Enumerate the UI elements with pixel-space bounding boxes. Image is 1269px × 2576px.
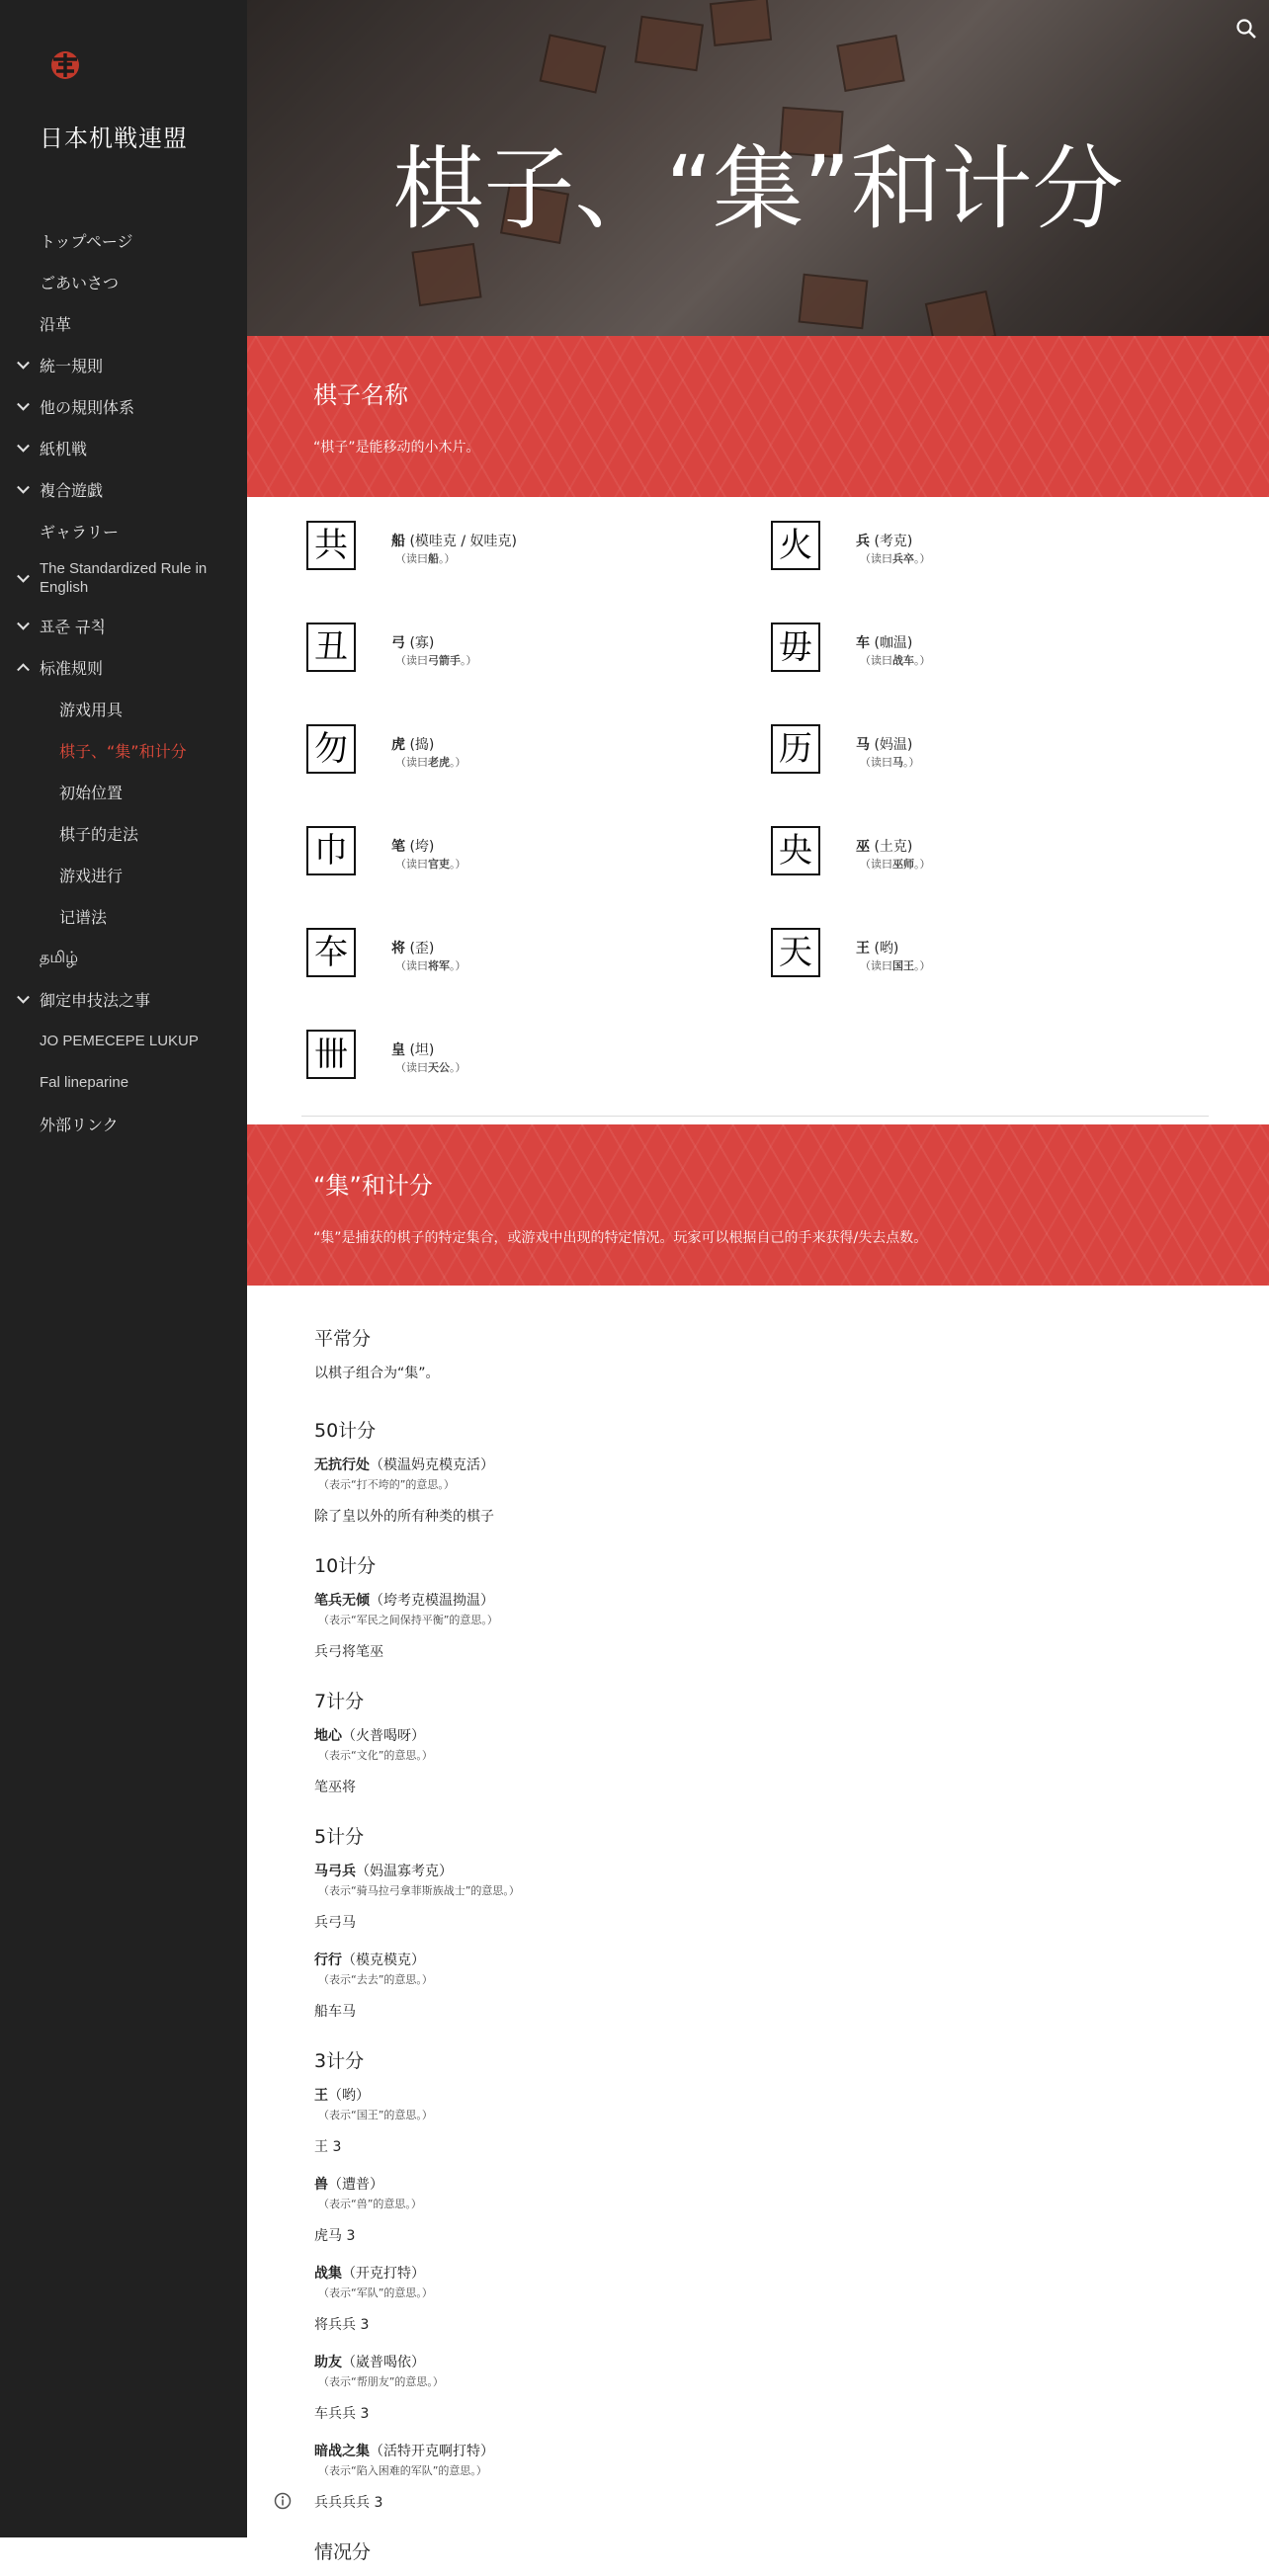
reading-suffix: 。） [903, 756, 920, 769]
chevron-down-icon[interactable] [17, 618, 30, 630]
set-name [314, 2263, 1204, 2283]
set-name [314, 1950, 1204, 1969]
set-name [314, 2441, 1204, 2460]
reading-word: 老虎 [428, 756, 450, 769]
piece-reading [395, 957, 466, 973]
piece-glyph: 历 [771, 724, 820, 774]
piece-glyph: 天 [771, 928, 820, 977]
sidebar-item-label: 棋子的走法 [59, 824, 139, 844]
piece-pronunciation: (捣) [405, 737, 435, 753]
reading-suffix: 。） [914, 552, 931, 565]
scoring-content [314, 1324, 1204, 2576]
sidebar-item[interactable] [0, 385, 247, 427]
set-meaning: （表示“打不垮的”的意思。） [318, 1478, 455, 1491]
sidebar-item[interactable] [0, 468, 247, 510]
piece-pronunciation: (考克) [870, 534, 913, 549]
reading-prefix: （读曰 [395, 959, 428, 972]
set-pronunciation: （垮考克模温拗温） [370, 1593, 494, 1609]
chevron-down-icon[interactable] [17, 570, 30, 583]
piece-glyph: 火 [771, 521, 820, 570]
normal-score-title: 平常分 [314, 1328, 372, 1350]
set-example: 兵弓马 [314, 1915, 356, 1931]
set-example: 笔巫将 [314, 1780, 356, 1795]
scoring-section-desc: “集”是捕获的棋子的特定集合，或游戏中出现的特定情况。玩家可以根据自己的手来获得/失去点数。 [313, 1230, 928, 1246]
piece-pronunciation: (土克) [870, 839, 913, 855]
section-divider [301, 1116, 1209, 1117]
chevron-down-icon[interactable] [17, 398, 30, 411]
piece-name [856, 531, 912, 550]
set-name-text: 战集 [314, 2266, 342, 2282]
score-group-title: 50计分 [314, 1420, 377, 1442]
reading-suffix: 。） [914, 858, 931, 871]
sidebar-nav [0, 219, 247, 1144]
piece-pronunciation: (模哇克 / 奴哇克) [405, 534, 517, 549]
sidebar-item[interactable] [0, 1103, 247, 1144]
piece-name [391, 734, 434, 754]
piece-reading [395, 856, 466, 872]
set-meaning: （表示“文化”的意思。） [318, 1749, 433, 1762]
set-example: 王 3 [314, 2139, 342, 2155]
piece-name [391, 938, 434, 957]
reading-prefix: （读曰 [395, 1061, 428, 1074]
sidebar-item-label: Fal lineparine [40, 1073, 129, 1091]
set-example: 兵弓将笔巫 [314, 1644, 383, 1660]
piece-name-char: 王 [856, 941, 870, 956]
piece-pronunciation: (咖温) [870, 635, 913, 651]
set-meaning: （表示“兽”的意思。） [318, 2198, 422, 2210]
reading-word: 天公 [428, 1061, 450, 1074]
piece-name-char: 船 [391, 534, 405, 549]
set-meaning: （表示“去去”的意思。） [318, 1973, 433, 1986]
page-header [247, 0, 1269, 336]
set-name-text: 兽 [314, 2177, 328, 2193]
page-title: 棋子、“集”和计分 [392, 136, 1124, 242]
sidebar-item-label: トップページ [40, 231, 133, 251]
piece-name [856, 734, 912, 754]
sidebar-item-label: The Standardized Rule in English [40, 560, 208, 596]
set-name [314, 2174, 1204, 2194]
sidebar-item[interactable] [0, 551, 247, 605]
set-pronunciation: （妈温寡考克） [356, 1864, 453, 1879]
reading-prefix: （读曰 [395, 552, 428, 565]
set-name-text: 王 [314, 2088, 328, 2104]
sidebar-item[interactable] [0, 895, 247, 937]
score-group-title: 10计分 [314, 1555, 377, 1577]
reading-suffix: 。） [461, 654, 477, 667]
sidebar-item-label: 統一規則 [40, 356, 104, 375]
piece-pronunciation: (歪) [405, 941, 435, 956]
score-group [314, 2046, 1204, 2512]
sidebar-item[interactable] [0, 1061, 247, 1103]
reading-suffix: 。） [450, 858, 466, 871]
sidebar-item[interactable] [0, 605, 247, 646]
reading-prefix: （读曰 [860, 756, 892, 769]
chevron-down-icon[interactable] [17, 357, 30, 370]
pieces-banner [247, 336, 1269, 497]
sidebar-item-label: 표준 규칙 [40, 617, 106, 636]
sidebar-item-label: ギャラリー [40, 522, 120, 541]
set-example: 除了皇以外的所有种类的棋子 [314, 1509, 494, 1525]
set-name [314, 1725, 1204, 1745]
reading-word: 马 [892, 756, 903, 769]
sidebar-item-label: 记谱法 [59, 907, 108, 927]
piece-pronunciation: (寡) [405, 635, 435, 651]
piece-name-char: 皇 [391, 1042, 405, 1058]
set-meaning: （表示“军队”的意思。） [318, 2286, 433, 2299]
sidebar-item[interactable] [0, 854, 247, 895]
set-name [314, 2085, 1204, 2105]
piece-name [856, 632, 912, 652]
sidebar-item[interactable] [0, 978, 247, 1020]
reading-prefix: （读曰 [860, 959, 892, 972]
reading-word: 官吏 [428, 858, 450, 871]
set-example: 虎马 3 [314, 2228, 356, 2244]
piece-pronunciation: (垮) [405, 839, 435, 855]
sidebar-item-label: தமிழ் [40, 947, 79, 966]
piece-glyph: 毋 [771, 623, 820, 672]
reading-word: 兵卒 [892, 552, 914, 565]
search-icon[interactable] [1235, 18, 1257, 40]
scoring-section-title: “集”和计分 [313, 1172, 433, 1200]
piece-name [391, 531, 517, 550]
piece-glyph: 巾 [306, 826, 356, 875]
score-group-title: 7计分 [314, 1691, 365, 1712]
piece-reading [395, 754, 466, 770]
sidebar-item[interactable] [0, 771, 247, 812]
set-meaning: （表示“骑马拉弓拿菲斯族战士”的意思。） [318, 1884, 520, 1897]
piece-reading [860, 957, 931, 973]
sidebar-item-label: 複合遊戯 [40, 480, 104, 500]
piece-pronunciation: (哟) [870, 941, 899, 956]
set-pronunciation: （模克模克） [342, 1953, 425, 1968]
set-name [314, 1861, 1204, 1880]
score-groups [314, 1416, 1204, 2512]
piece-glyph: 共 [306, 521, 356, 570]
piece-name-char: 虎 [391, 737, 405, 753]
piece-name [391, 1039, 434, 1059]
set-name-text: 助友 [314, 2355, 342, 2370]
sidebar-item[interactable] [0, 729, 247, 771]
reading-word: 战车 [892, 654, 914, 667]
sidebar-item[interactable] [0, 1020, 247, 1061]
piece-pronunciation: (妈温) [870, 737, 913, 753]
set-meaning: （表示“军民之间保持平衡”的意思。） [318, 1614, 498, 1626]
set-name [314, 1454, 1204, 1474]
pieces-section-title: 棋子名称 [313, 381, 408, 409]
chevron-down-icon[interactable] [17, 481, 30, 494]
piece-reading [395, 1059, 466, 1075]
piece-name-char: 将 [391, 941, 405, 956]
piece-glyph: 央 [771, 826, 820, 875]
piece-name [391, 632, 434, 652]
seal-logo-icon[interactable] [45, 47, 85, 83]
reading-suffix: 。） [914, 959, 931, 972]
sidebar-item-label: 御定申技法之事 [40, 990, 151, 1010]
chevron-down-icon[interactable] [17, 991, 30, 1004]
sidebar-item[interactable] [0, 510, 247, 551]
set-name-text: 马弓兵 [314, 1864, 356, 1879]
set-example: 船车马 [314, 2004, 356, 2020]
reading-word: 船 [428, 552, 439, 565]
reading-word: 将军 [428, 959, 450, 972]
reading-word: 巫师 [892, 858, 914, 871]
piece-reading [860, 550, 931, 566]
reading-suffix: 。） [914, 654, 931, 667]
sidebar-item[interactable] [0, 646, 247, 688]
sidebar-item[interactable] [0, 261, 247, 302]
piece-reading [860, 856, 931, 872]
reading-suffix: 。） [450, 756, 466, 769]
piece-name-char: 笔 [391, 839, 405, 855]
reading-suffix: 。） [439, 552, 456, 565]
set-pronunciation: （模温妈克模克活） [370, 1457, 494, 1473]
sidebar-item[interactable] [0, 344, 247, 385]
piece-reading [860, 754, 920, 770]
piece-glyph: 勿 [306, 724, 356, 774]
piece-glyph: 夲 [306, 928, 356, 977]
piece-glyph: 卌 [306, 1030, 356, 1079]
sidebar-item-label: 沿革 [40, 314, 72, 334]
sidebar-item-label: 棋子、“集”和计分 [59, 741, 187, 761]
piece-name-char: 车 [856, 635, 870, 651]
sidebar-item-label: 初始位置 [59, 783, 124, 802]
reading-prefix: （读曰 [395, 654, 428, 667]
site-title[interactable]: 日本机戦連盟 [40, 125, 188, 152]
set-pronunciation: （火普喝呀） [342, 1728, 425, 1744]
reading-prefix: （读曰 [395, 858, 428, 871]
piece-name-char: 弓 [391, 635, 405, 651]
set-pronunciation: （开克打特） [342, 2266, 425, 2282]
reading-prefix: （读曰 [860, 552, 892, 565]
sidebar-item[interactable] [0, 219, 247, 261]
sidebar-item-label: 标准规则 [40, 658, 104, 678]
score-group [314, 1687, 1204, 1796]
reading-suffix: 。） [450, 959, 466, 972]
score-group-title: 3计分 [314, 2050, 365, 2072]
normal-score-note: 以棋子组合为“集”。 [314, 1366, 440, 1381]
sidebar-item-label: 外部リンク [40, 1115, 119, 1134]
reading-prefix: （读曰 [860, 654, 892, 667]
set-example: 车兵兵 3 [314, 2406, 370, 2422]
scoring-banner [247, 1124, 1269, 1286]
reading-prefix: （读曰 [860, 858, 892, 871]
set-name-text: 暗战之集 [314, 2444, 370, 2459]
sidebar-item[interactable] [0, 937, 247, 978]
piece-glyph: 丑 [306, 623, 356, 672]
reading-word: 弓箭手 [428, 654, 461, 667]
set-name-text: 无抗行处 [314, 1457, 370, 1473]
sidebar-item[interactable] [0, 427, 247, 468]
set-pronunciation: （活特开克啊打特） [370, 2444, 494, 2459]
piece-name-char: 巫 [856, 839, 870, 855]
set-name [314, 2352, 1204, 2371]
sidebar [0, 0, 247, 2537]
score-group-title: 5计分 [314, 1826, 365, 1848]
reading-suffix: 。） [450, 1061, 466, 1074]
piece-name [391, 836, 434, 856]
sidebar-item-label: 游戏进行 [59, 866, 124, 885]
set-meaning: （表示“陷入困难的军队”的意思。） [318, 2464, 487, 2477]
reading-prefix: （读曰 [395, 756, 428, 769]
score-group [314, 1822, 1204, 2021]
piece-reading [395, 550, 456, 566]
chevron-up-icon[interactable] [17, 663, 30, 676]
situation-score-title: 情况分 [314, 2541, 372, 2563]
piece-name [856, 836, 912, 856]
piece-name-char: 马 [856, 737, 870, 753]
set-meaning: （表示“帮朋友”的意思。） [318, 2375, 444, 2388]
reading-word: 国王 [892, 959, 914, 972]
set-pronunciation: （哟） [328, 2088, 370, 2104]
set-meaning: （表示“国王”的意思。） [318, 2109, 433, 2121]
piece-pronunciation: (坦) [405, 1042, 435, 1058]
info-icon[interactable] [274, 2492, 292, 2510]
sidebar-item-label: 游戏用具 [59, 700, 124, 719]
sidebar-item[interactable] [0, 302, 247, 344]
piece-name-char: 兵 [856, 534, 870, 549]
chevron-down-icon[interactable] [17, 440, 30, 453]
set-name-text: 笔兵无倾 [314, 1593, 370, 1609]
sidebar-item-label: JO PEMECEPE LUKUP [40, 1032, 199, 1049]
piece-reading [860, 652, 931, 668]
pieces-section-desc: “棋子”是能移动的小木片。 [313, 440, 480, 456]
set-example: 将兵兵 3 [314, 2317, 370, 2333]
sidebar-item-label: 他の規則体系 [40, 397, 135, 417]
set-name [314, 1590, 1204, 1610]
set-pronunciation: （崴普喝依） [342, 2355, 425, 2370]
piece-reading [395, 652, 477, 668]
piece-name [856, 938, 898, 957]
set-pronunciation: （遭普） [328, 2177, 383, 2193]
sidebar-item[interactable] [0, 812, 247, 854]
sidebar-item-label: ごあいさつ [40, 273, 120, 292]
set-example: 兵兵兵兵 3 [314, 2495, 383, 2511]
set-name-text: 地心 [314, 1728, 342, 1744]
sidebar-item-label: 紙机戦 [40, 439, 88, 458]
score-group [314, 1416, 1204, 1526]
sidebar-item[interactable] [0, 688, 247, 729]
set-name-text: 行行 [314, 1953, 342, 1968]
score-group [314, 1551, 1204, 1661]
